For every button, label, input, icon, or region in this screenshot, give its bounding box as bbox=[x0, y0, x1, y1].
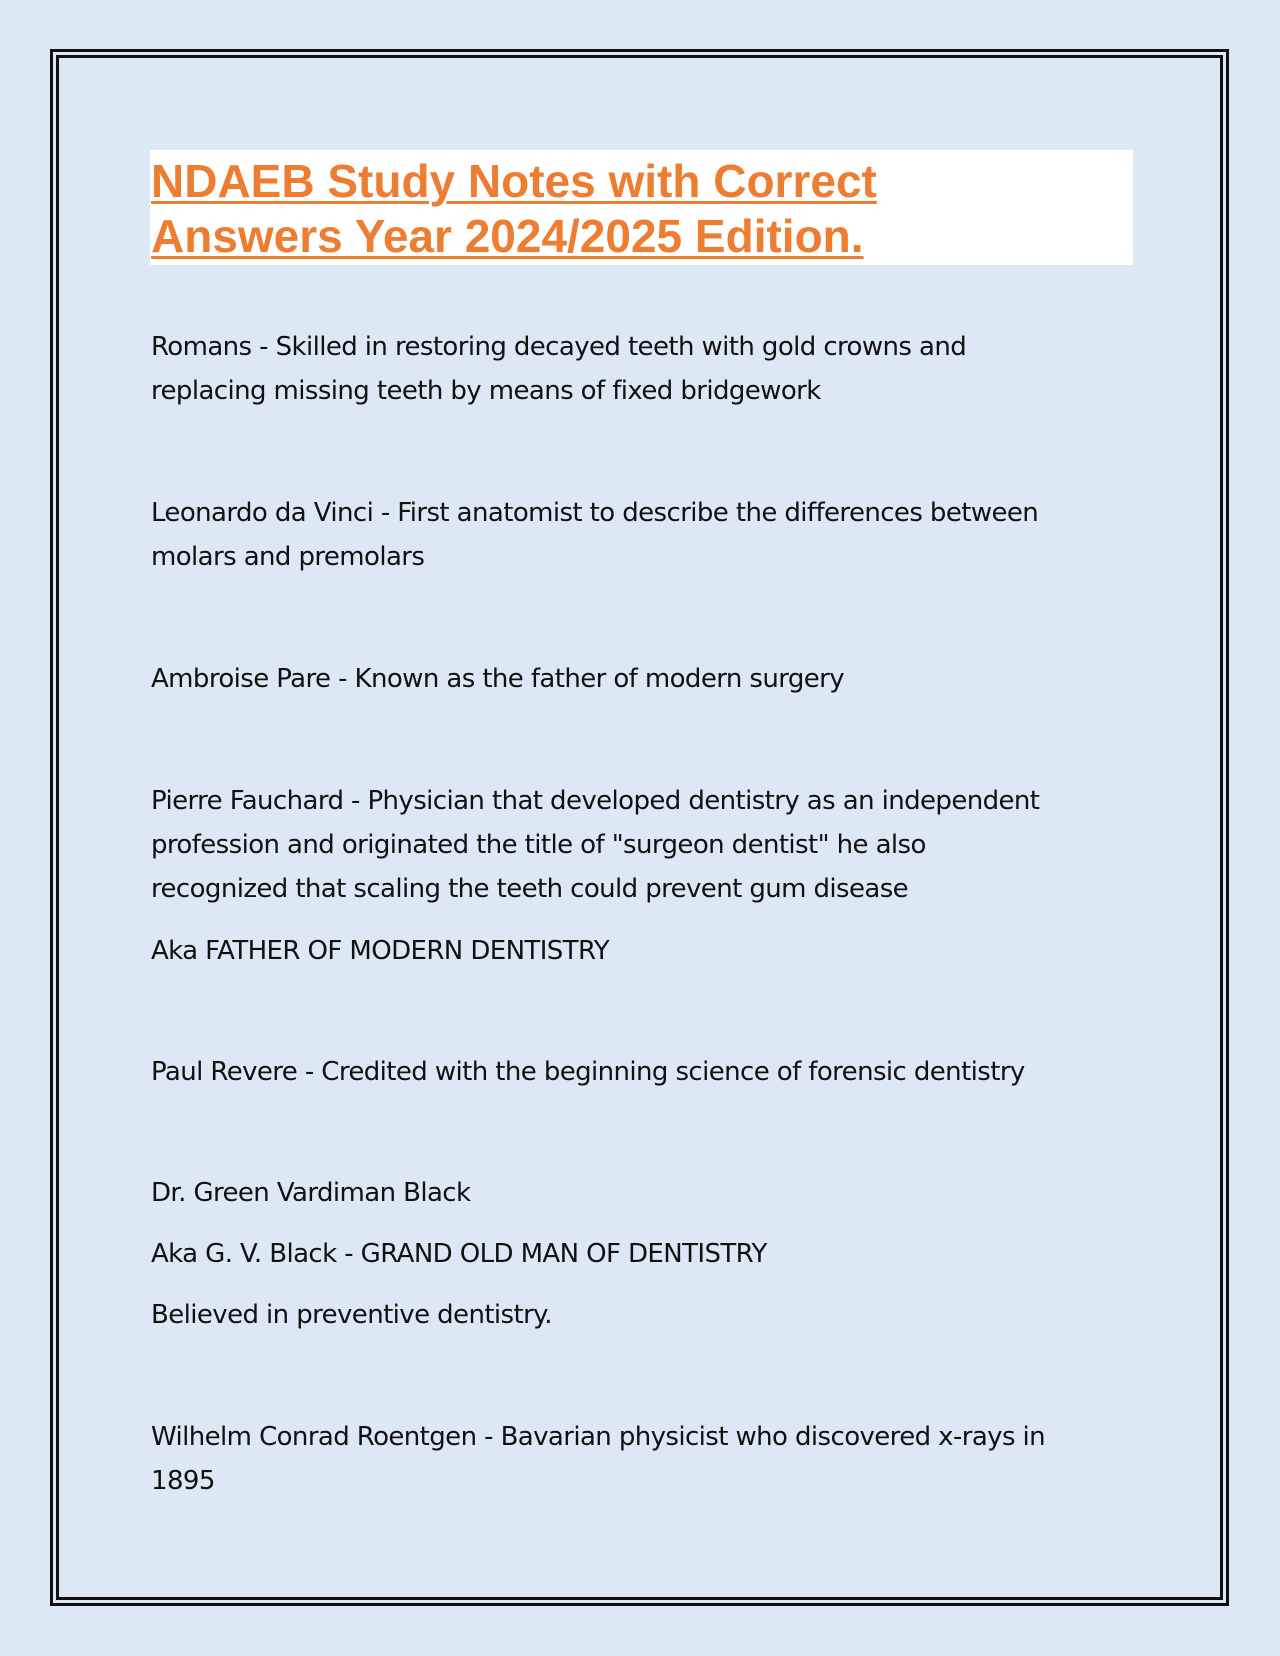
entry-line: recognized that scaling the teeth could prevent gum disease bbox=[151, 874, 909, 904]
entry-gv-black-belief bbox=[151, 1293, 552, 1337]
entry-line: Believed in preventive dentistry. bbox=[151, 1300, 552, 1330]
entry-roentgen bbox=[151, 1415, 1045, 1503]
entry-line: Dr. Green Vardiman Black bbox=[151, 1178, 471, 1208]
title-line-2: Answers Year 2024/2025 Edition. bbox=[151, 210, 864, 262]
entry-line: Wilhelm Conrad Roentgen - Bavarian physicist who discovered x-rays in bbox=[151, 1422, 1046, 1452]
document-title bbox=[151, 154, 1121, 264]
entry-line: Pierre Fauchard - Physician that developed dentistry as an independent bbox=[151, 786, 1040, 816]
entry-line: 1895 bbox=[151, 1466, 215, 1496]
entry-line: Romans - Skilled in restoring decayed teeth with gold crowns and bbox=[151, 332, 967, 362]
entry-line: Leonardo da Vinci - First anatomist to describe the differences between bbox=[151, 498, 1039, 528]
entry-line: Paul Revere - Credited with the beginning science of forensic dentistry bbox=[151, 1057, 1025, 1087]
entry-gv-black-name bbox=[151, 1171, 470, 1215]
entry-leonardo-da-vinci bbox=[151, 491, 1038, 579]
entry-line: Aka G. V. Black - GRAND OLD MAN OF DENTISTRY bbox=[151, 1239, 767, 1269]
entry-pierre-fauchard bbox=[151, 779, 1039, 911]
entry-line: Aka FATHER OF MODERN DENTISTRY bbox=[151, 936, 610, 966]
entry-paul-revere bbox=[151, 1050, 1025, 1094]
entry-line: replacing missing teeth by means of fixed bridgework bbox=[151, 376, 821, 406]
title-line-1: NDAEB Study Notes with Correct bbox=[151, 155, 877, 207]
entry-gv-black-aka bbox=[151, 1232, 767, 1276]
entry-line: profession and originated the title of "surgeon dentist" he also bbox=[151, 830, 926, 860]
entry-line: Ambroise Pare - Known as the father of modern surgery bbox=[151, 664, 845, 694]
entry-pierre-fauchard-aka bbox=[151, 929, 609, 973]
entry-romans bbox=[151, 325, 966, 413]
entry-line: molars and premolars bbox=[151, 542, 425, 572]
entry-ambroise-pare bbox=[151, 657, 844, 701]
